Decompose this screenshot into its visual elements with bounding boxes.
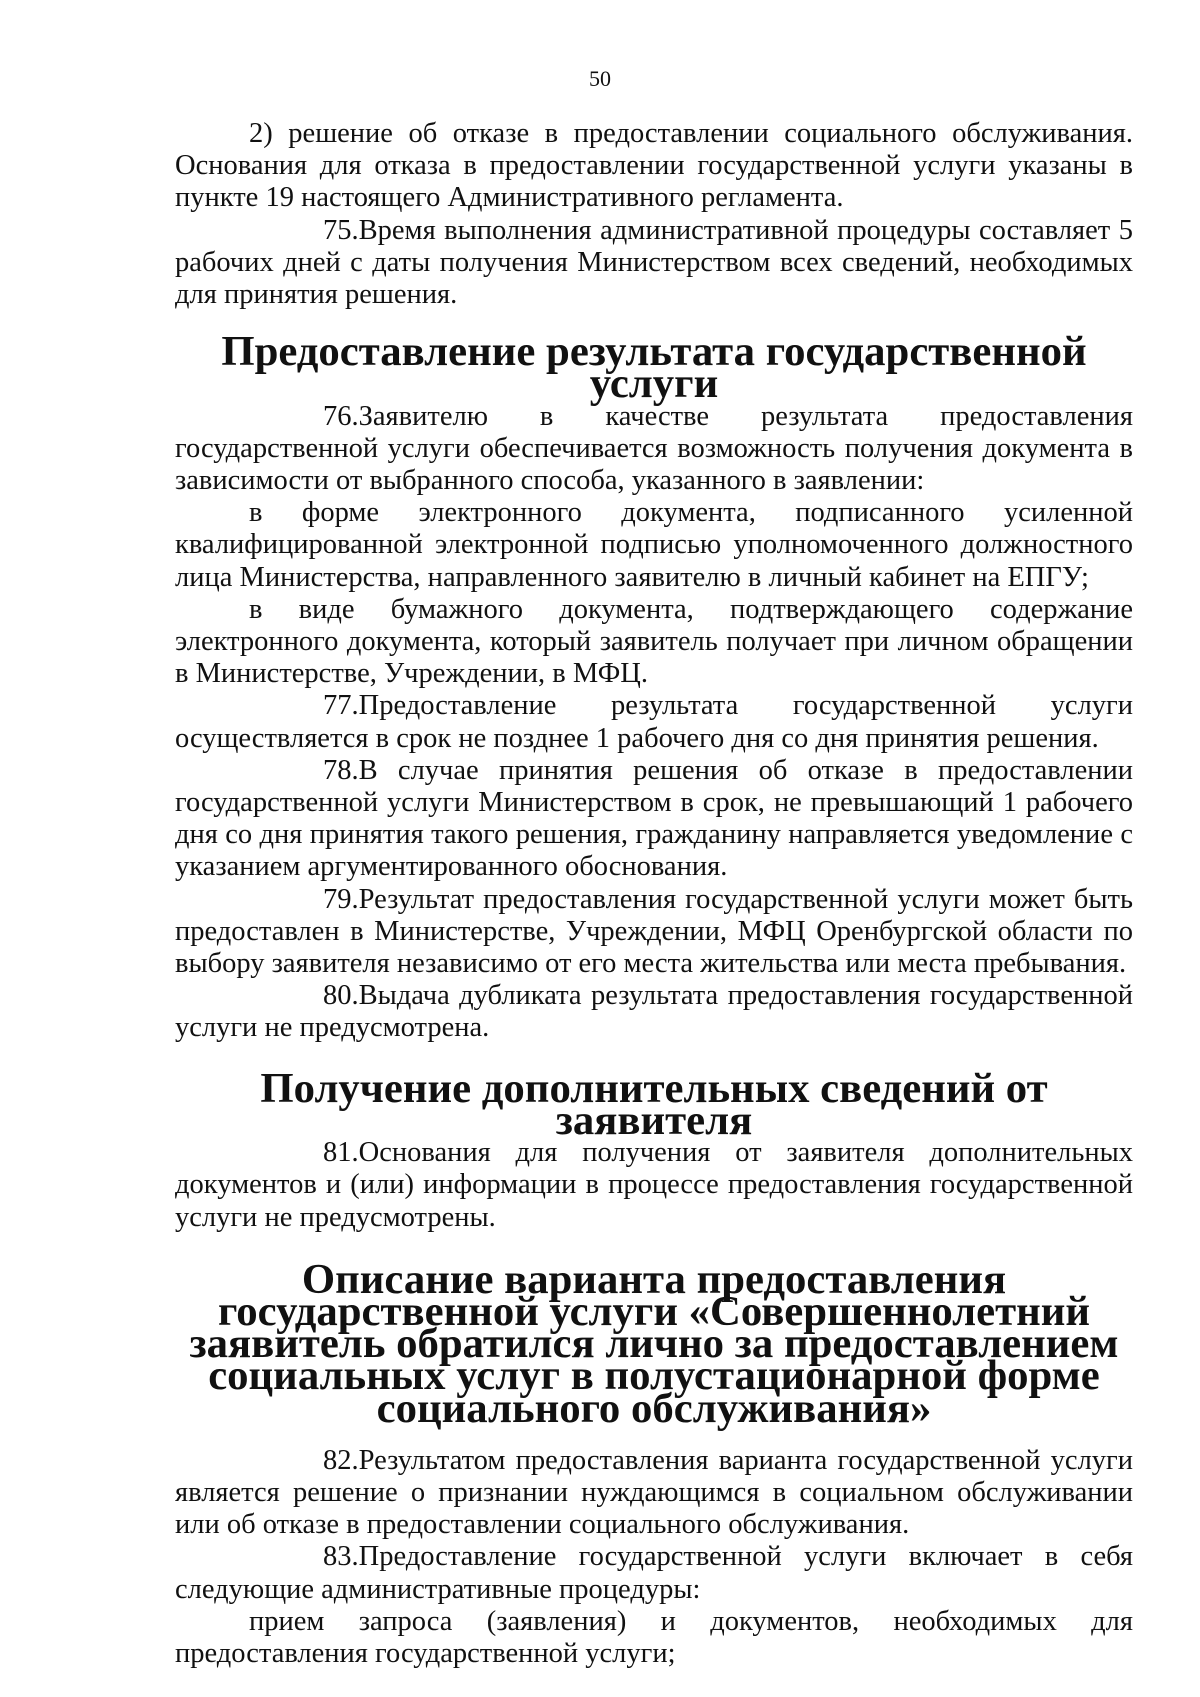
paragraph-76: 76.Заявителю в качестве результата предоставления государственной услуги обеспечивается возможность получения документа в зависимости от выбранного способа, указанного в заявлении: xyxy=(175,400,1133,497)
paragraph-80: 80.Выдача дубликата результата предоставления государственной услуги не предусмотрена. xyxy=(175,980,1133,1044)
paragraph-number: 81. xyxy=(323,1137,359,1169)
paragraph-number: 80. xyxy=(323,980,359,1012)
paragraph-81: 81.Основания для получения от заявителя дополнительных документов и (или) информации в процессе предоставления государственной услуги не предусмотрены. xyxy=(175,1137,1133,1233)
paragraph-number: 75. xyxy=(323,214,359,246)
page-number: 50 xyxy=(589,66,611,91)
paragraph-number: 83. xyxy=(323,1541,359,1573)
paragraph-request-reception: прием запроса (заявления) и документов, необходимых для предоставления государственной услуги; xyxy=(175,1605,1133,1669)
document-body xyxy=(175,118,1133,1670)
section-heading-additional-info: Получение дополнительных сведений от заявителя xyxy=(260,1064,1048,1144)
paragraph-82: 82.Результатом предоставления варианта государственной услуги является решение о признании нуждающимся в социальном обслуживании или об отказе в предоставлении социального обслуживания. xyxy=(175,1444,1133,1541)
paragraph-number: 76. xyxy=(323,400,359,432)
paragraph-number: 78. xyxy=(323,754,359,786)
paragraph-83: 83.Предоставление государственной услуги включает в себя следующие административные процедуры: xyxy=(175,1541,1133,1605)
paragraph-number: 77. xyxy=(323,690,359,722)
paragraph-number: 79. xyxy=(323,883,359,915)
paragraph-number: 82. xyxy=(323,1444,359,1476)
paragraph-75: 75.Время выполнения административной процедуры составляет 5 рабочих дней с даты получения Министерством всех сведений, необходимых для принятия решения. xyxy=(175,214,1133,311)
section-heading-result-provision: Предоставление результата государственной услуги xyxy=(221,328,1087,408)
paragraph-79: 79.Результат предоставления государственной услуги может быть предоставлен в Министерстве, Учреждении, МФЦ Оренбургской области по выбору заявителя независимо от его места жительства или места пребывания. xyxy=(175,883,1133,980)
paragraph-77: 77.Предоставление результата государственной услуги осуществляется в срок не позднее 1 рабочего дня со дня принятия решения. xyxy=(175,690,1133,754)
section-heading-variant-description: Описание варианта предоставления государственной услуги «Совершеннолетний заявитель обратился лично за предоставлением социальных услуг в полустационарной форме социального обслуживания» xyxy=(189,1255,1119,1432)
paragraph-decision-refusal: 2) решение об отказе в предоставлении социального обслуживания. Основания для отказа в предоставлении государственной услуги указаны в пункте 19 настоящего Административного регламента. xyxy=(175,118,1133,214)
paragraph-electronic-form: в форме электронного документа, подписанного усиленной квалифицированной электронной подписью уполномоченного должностного лица Министерства, направленного заявителю в личный кабинет на ЕПГУ; xyxy=(175,497,1133,593)
paragraph-78: 78.В случае принятия решения об отказе в предоставлении государственной услуги Министерством в срок, не превышающий 1 рабочего дня со дня принятия такого решения, гражданину направляется уведомление с указанием аргументированного обоснования. xyxy=(175,754,1133,883)
paragraph-paper-form: в виде бумажного документа, подтверждающего содержание электронного документа, который заявитель получает при личном обращении в Министерстве, Учреждении, в МФЦ. xyxy=(175,593,1133,690)
